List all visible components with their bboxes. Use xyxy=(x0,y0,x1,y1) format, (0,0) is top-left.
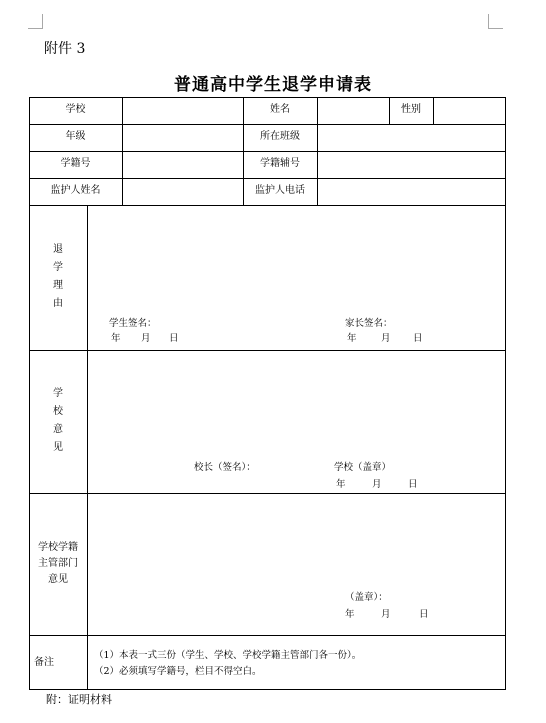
dept-seal-date: 年 月 日 xyxy=(345,609,429,620)
dept-seal-label: （盖章）： xyxy=(345,592,388,603)
school-opinion-field[interactable] xyxy=(88,351,505,493)
guardian-name-field[interactable] xyxy=(123,179,243,205)
gender-field[interactable] xyxy=(434,98,505,124)
parent-sign-label: 家长签名： xyxy=(345,318,393,329)
assist-id-field[interactable] xyxy=(318,152,505,178)
name-field[interactable] xyxy=(318,98,389,124)
remarks-line-1: （1）本表一式三份（学生、学校、学校学籍主管部门各一份）。 xyxy=(94,650,362,661)
label-student-id: 学籍号 xyxy=(60,158,91,169)
label-name: 姓名 xyxy=(270,104,290,115)
label-assist-id: 学籍辅号 xyxy=(260,158,300,169)
label-school: 学校 xyxy=(65,104,86,115)
crop-mark-top-left xyxy=(28,14,43,29)
parent-sign-date: 年 月 日 xyxy=(347,333,423,344)
dept-opinion-field[interactable] xyxy=(88,494,505,635)
application-form-table xyxy=(29,97,505,690)
student-sign-label: 学生签名： xyxy=(109,318,157,329)
label-school-opinion: 学 校 意 见 xyxy=(53,388,63,453)
student-id-field[interactable] xyxy=(123,152,243,178)
row-divider xyxy=(29,635,505,636)
label-dept-opinion: 学校学籍 主管部门 意见 xyxy=(38,542,78,585)
label-grade: 年级 xyxy=(65,131,86,142)
label-remarks: 备注 xyxy=(34,657,54,668)
footer-attachment-note: 附：证明材料 xyxy=(46,693,112,706)
class-field[interactable] xyxy=(318,125,505,151)
table-border-bottom xyxy=(29,689,506,690)
principal-sign-label: 校长（签名）： xyxy=(194,462,256,473)
label-guardian-phone: 监护人电话 xyxy=(255,185,305,196)
table-border-right xyxy=(505,97,506,690)
school-seal-label: 学校（盖章） xyxy=(334,462,392,473)
grade-field[interactable] xyxy=(123,125,243,151)
label-reason: 退 学 理 由 xyxy=(53,244,63,309)
label-guardian-name: 监护人姓名 xyxy=(50,185,101,196)
remarks-line-2: （2）必须填写学籍号，栏目不得空白。 xyxy=(94,666,262,677)
attachment-label: 附件 3 xyxy=(44,41,86,57)
student-sign-date: 年 月 日 xyxy=(111,333,179,344)
school-seal-date: 年 月 日 xyxy=(336,479,418,490)
school-field[interactable] xyxy=(123,98,243,124)
label-gender: 性别 xyxy=(401,104,421,115)
form-title: 普通高中学生退学申请表 xyxy=(174,75,372,95)
label-class: 所在班级 xyxy=(260,131,300,142)
crop-mark-top-right xyxy=(488,14,503,29)
guardian-phone-field[interactable] xyxy=(318,179,505,205)
